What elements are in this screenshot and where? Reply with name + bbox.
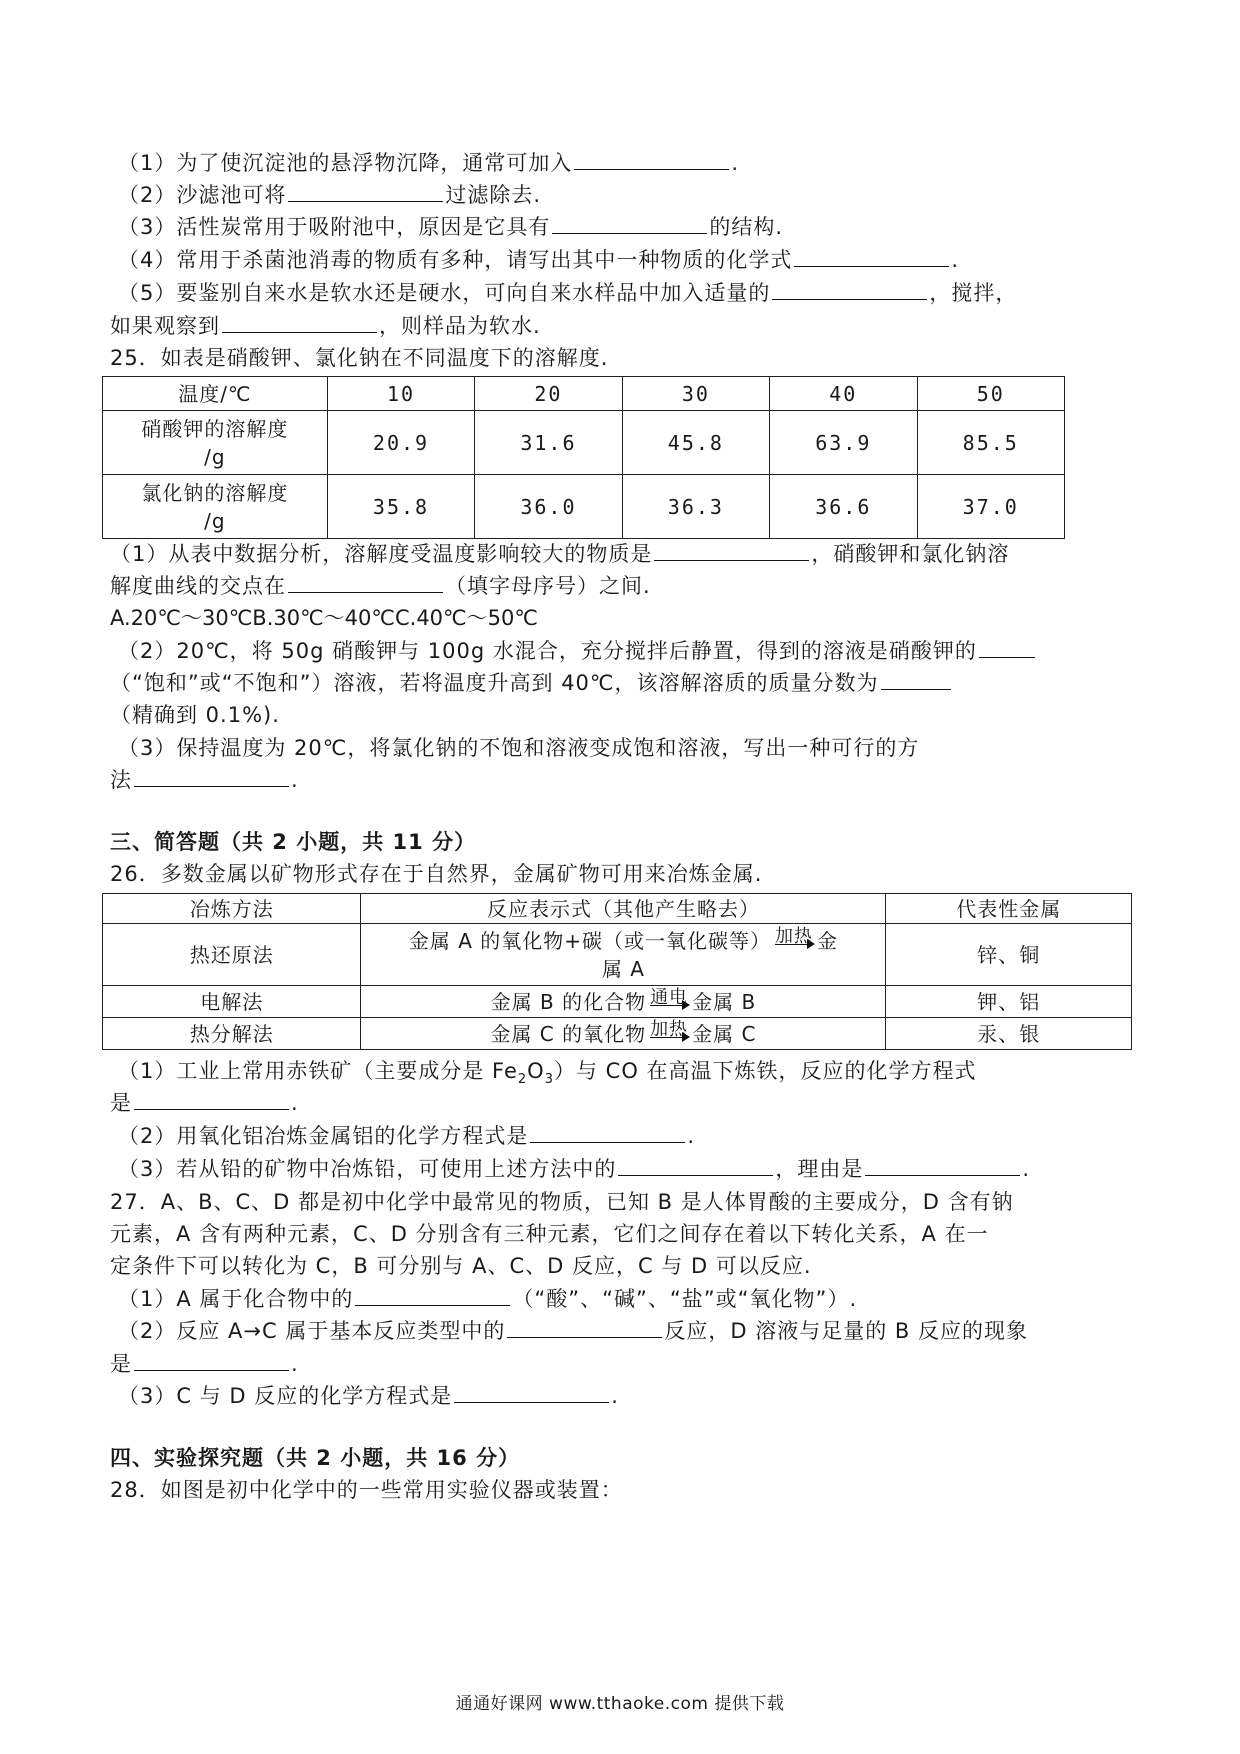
answer-blank[interactable] bbox=[507, 1317, 662, 1338]
table-cell: 热分解法 bbox=[103, 1018, 361, 1050]
table-cell: 35.8 bbox=[327, 475, 474, 539]
table-header-cell: 40 bbox=[770, 377, 917, 411]
q25-intro: 25．如表是硝酸钾、氯化钠在不同温度下的溶解度. bbox=[110, 346, 609, 370]
table-cell: 锌、铜 bbox=[886, 924, 1132, 986]
q27-line3: 定条件下可以转化为 C，B 可分别与 A、C、D 反应，C 与 D 可以反应. bbox=[110, 1254, 812, 1278]
table-cell: 20.9 bbox=[327, 411, 474, 475]
answer-blank[interactable] bbox=[654, 540, 809, 561]
answer-blank[interactable] bbox=[794, 246, 949, 267]
q25-part3: （3）保持温度为 20℃，将氯化钠的不饱和溶液变成饱和溶液，写出一种可行的方 bbox=[118, 736, 920, 760]
answer-blank[interactable] bbox=[618, 1155, 773, 1176]
table-header-cell: 温度/℃ bbox=[103, 377, 328, 411]
q25-part2: （2）20℃，将 50g 硝酸钾与 100g 水混合，充分搅拌后静置，得到的溶液是硝酸钾的 bbox=[118, 636, 1037, 666]
q25-part2-end: （精确到 0.1%). bbox=[110, 703, 280, 727]
q27-part2-cont: 是 . bbox=[110, 1352, 299, 1376]
answer-blank[interactable] bbox=[222, 312, 377, 333]
answer-blank[interactable] bbox=[530, 1122, 685, 1143]
table-row bbox=[103, 924, 1132, 986]
reaction-arrow: 加热 bbox=[650, 1018, 689, 1040]
q24-part1: （1）为了使沉淀池的悬浮物沉降，通常可加入 . bbox=[118, 151, 740, 175]
solubility-table bbox=[102, 376, 1065, 539]
table-cell: 85.5 bbox=[917, 411, 1064, 475]
q25-part1: （1）从表中数据分析，溶解度受温度影响较大的物质是 ，硝酸钾和氯化钠溶 bbox=[110, 542, 1010, 566]
table-cell: 31.6 bbox=[475, 411, 622, 475]
q24-part2: （2）沙滤池可将 过滤除去. bbox=[118, 183, 542, 207]
table-cell: 金属 B 的化合物 通电 金属 B bbox=[361, 986, 886, 1018]
table-header-cell: 20 bbox=[475, 377, 622, 411]
table-cell: 汞、银 bbox=[886, 1018, 1132, 1050]
q25-part3-cont: 法 . bbox=[110, 768, 299, 792]
section-heading-4: 四、实验探究题（共 2 小题，共 16 分） bbox=[110, 1446, 521, 1470]
answer-blank[interactable] bbox=[288, 181, 443, 202]
q25-part2-cont: （“饱和”或“不饱和”）溶液，若将温度升高到 40℃，该溶解溶质的质量分数为 bbox=[110, 668, 953, 698]
q24-part3: （3）活性炭常用于吸附池中，原因是它具有 的结构. bbox=[118, 215, 784, 239]
answer-blank[interactable] bbox=[134, 1089, 289, 1110]
q24-part5: （5）要鉴别自来水是软水还是硬水，可向自来水样品中加入适量的 ，搅拌， bbox=[118, 281, 1018, 305]
q28-intro: 28．如图是初中化学中的一些常用实验仪器或装置： bbox=[110, 1478, 623, 1502]
answer-blank[interactable] bbox=[134, 1350, 289, 1371]
answer-blank[interactable] bbox=[574, 149, 729, 170]
page-footer: 通通好课网 www.tthaoke.com 提供下载 bbox=[455, 1694, 785, 1714]
answer-blank[interactable] bbox=[454, 1382, 609, 1403]
table-row bbox=[103, 986, 1132, 1018]
table-cell: 36.6 bbox=[770, 475, 917, 539]
table-cell: 37.0 bbox=[917, 475, 1064, 539]
table-header-cell: 30 bbox=[622, 377, 769, 411]
table-cell: 电解法 bbox=[103, 986, 361, 1018]
answer-blank[interactable] bbox=[979, 637, 1035, 658]
table-row-label: 硝酸钾的溶解度 /g bbox=[103, 411, 328, 475]
section-heading-3: 三、简答题（共 2 小题，共 11 分） bbox=[110, 830, 477, 854]
metal-smelting-table bbox=[102, 893, 1132, 1050]
table-row-label: 氯化钠的溶解度 /g bbox=[103, 475, 328, 539]
table-row bbox=[103, 411, 1065, 475]
table-cell: 金属 A 的氧化物+碳（或一氧化碳等） 加热 金 属 A bbox=[361, 924, 886, 986]
table-row bbox=[103, 475, 1065, 539]
q27-part1: （1）A 属于化合物中的 （“酸”、“碱”、“盐”或“氧化物”）. bbox=[118, 1287, 858, 1311]
q26-part1-cont: 是 . bbox=[110, 1091, 299, 1115]
table-row bbox=[103, 377, 1065, 411]
answer-blank[interactable] bbox=[355, 1285, 510, 1306]
table-cell: 36.3 bbox=[622, 475, 769, 539]
table-header-cell: 代表性金属 bbox=[886, 894, 1132, 924]
q27-part3: （3）C 与 D 反应的化学方程式是 . bbox=[118, 1384, 619, 1408]
q27-line2: 元素，A 含有两种元素，C、D 分别含有三种元素，它们之间存在着以下转化关系，A 在一 bbox=[110, 1222, 989, 1246]
answer-blank[interactable] bbox=[134, 766, 289, 787]
table-header-cell: 50 bbox=[917, 377, 1064, 411]
reaction-arrow: 通电 bbox=[650, 986, 689, 1008]
answer-blank[interactable] bbox=[288, 572, 443, 593]
q26-part1: （1）工业上常用赤铁矿（主要成分是 $Fe_2O_3$）与 CO 在高温下炼铁，反应的化学方程式 bbox=[118, 1059, 977, 1088]
table-header-cell: 反应表示式（其他产生略去） bbox=[361, 894, 886, 924]
q24-part4: （4）常用于杀菌池消毒的物质有多种，请写出其中一种物质的化学式 . bbox=[118, 248, 960, 272]
table-cell: 36.0 bbox=[475, 475, 622, 539]
table-row bbox=[103, 894, 1132, 924]
q25-options: A.20℃～30℃B.30℃～40℃C.40℃～50℃ bbox=[110, 606, 538, 630]
table-row bbox=[103, 1018, 1132, 1050]
q26-intro: 26．多数金属以矿物形式存在于自然界，金属矿物可用来冶炼金属. bbox=[110, 862, 763, 886]
table-cell: 45.8 bbox=[622, 411, 769, 475]
q27-part2: （2）反应 A→C 属于基本反应类型中的 反应，D 溶液与足量的 B 反应的现象 bbox=[118, 1319, 1028, 1343]
table-header-cell: 冶炼方法 bbox=[103, 894, 361, 924]
answer-blank[interactable] bbox=[772, 279, 927, 300]
q25-part1-cont: 解度曲线的交点在 （填字母序号）之间. bbox=[110, 574, 651, 598]
answer-blank[interactable] bbox=[865, 1155, 1020, 1176]
table-cell: 63.9 bbox=[770, 411, 917, 475]
q26-part3: （3）若从铅的矿物中冶炼铅，可使用上述方法中的 ，理由是 . bbox=[118, 1157, 1031, 1181]
q26-part2: （2）用氧化铝冶炼金属铝的化学方程式是 . bbox=[118, 1124, 696, 1148]
q24-part5-cont: 如果观察到 ，则样品为软水. bbox=[110, 314, 541, 338]
reaction-arrow: 加热 bbox=[775, 925, 814, 947]
answer-blank[interactable] bbox=[552, 213, 707, 234]
table-cell: 金属 C 的氧化物 加热 金属 C bbox=[361, 1018, 886, 1050]
table-cell: 钾、铝 bbox=[886, 986, 1132, 1018]
answer-blank[interactable] bbox=[881, 669, 951, 690]
table-cell: 热还原法 bbox=[103, 924, 361, 986]
table-header-cell: 10 bbox=[327, 377, 474, 411]
q27-line1: 27．A、B、C、D 都是初中化学中最常见的物质，已知 B 是人体胃酸的主要成分，D 含有钠 bbox=[110, 1190, 1014, 1214]
